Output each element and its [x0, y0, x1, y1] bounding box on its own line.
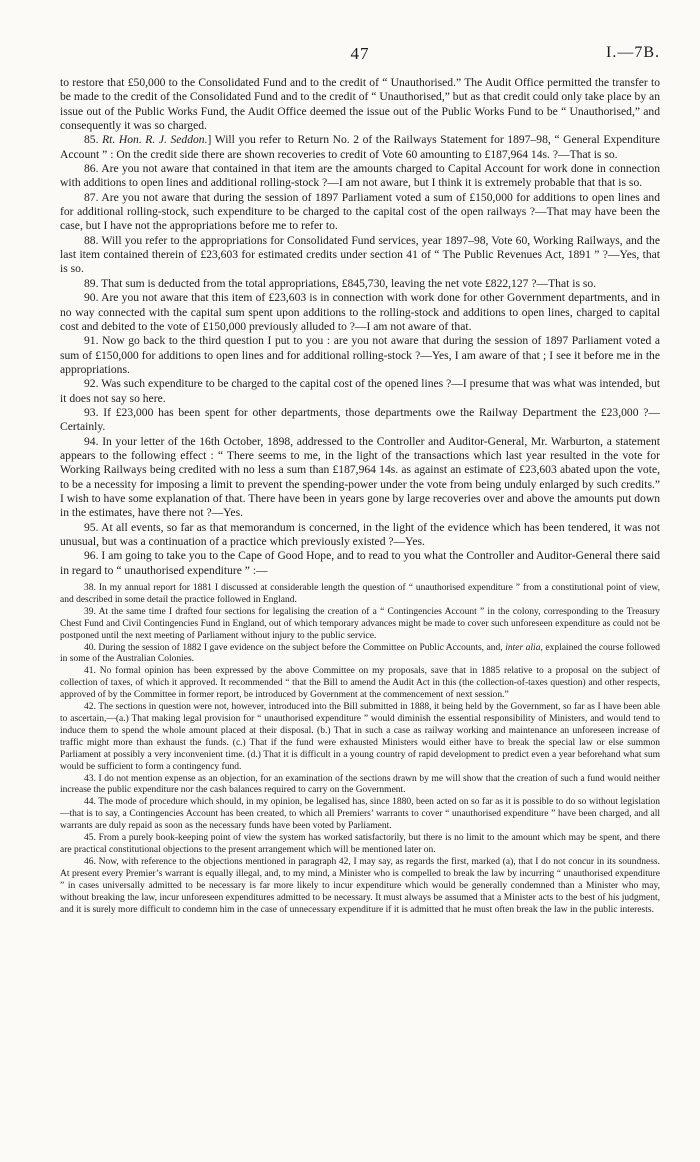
- question-89: 89. That sum is deducted from the total appropriations, £845,730, leaving the net vote £822,127 ?—That is so.: [84, 276, 597, 290]
- report-paragraph-40-text-b: explained the course followed in some of the Australian Colonies.: [60, 642, 661, 665]
- quoted-report: [60, 583, 660, 916]
- report-paragraph-38: 38. In my annual report for 1881 I discussed at considerable length the question of “ unauthorised expenditure ” from a constitutional point of view, and described in some detail the practice followed in England.: [60, 583, 660, 605]
- question-88: 88. Will you refer to the appropriations for Consolidated Fund services, year 1897–98, Vote 60, Working Railways, and the last item contained therein of £23,603 for estimated credits under section 41 of “ The Public Revenues Act, 1891 ” ?—Yes, that is so.: [60, 233, 660, 276]
- report-paragraph-42: 42. The sections in question were not, however, introduced into the Bill submitted in 1888, it being held by the Government, so far as I have been able to ascertain,—(a.) That making legal provision for “ unauthorised expenditure ” would diminish the essential responsibility of Ministers, and would tend to induce them to spend the whole amount placed at their disposal. (b.) That in such a case as railway working and maintenance an unforeseen increase of traffic might more than exhaust the funds. (c.) That if the fund were exhausted Ministers would either have to break the special law or else summon Parliament at possibly a very inconvenient time. (d.) That it is difficult in a young country of rapid development to predict even a year beforehand what sum would be sufficient to form a contingency fund.: [60, 702, 660, 772]
- report-paragraph-46: 46. Now, with reference to the objections mentioned in paragraph 42, I may say, as regards the first, marked (a), that I do not concur in its soundness. At present every Premier’s warrant is equally illegal, and, to my mind, a Minister who is compelled to break the law by incurring “ unauthorised expenditure ” in cases universally admitted to be necessary is far more likely to incur expenditure which would be generally condemned than a Minister who may, without breaking the law, incur unforeseen expenditures admitted to be necessary. It must always be assumed that a Minister acts to the best of his judgment, and it is surely more difficult to condemn him in the case of unnecessary expenditure if it is admitted that he must often break the law in the public interests.: [60, 856, 660, 915]
- page-header: [60, 44, 660, 66]
- report-paragraph-45: 45. From a purely book-keeping point of view the system has worked satisfactorily, but there is no limit to the amount which may be spent, and there are practical constitutional objections to the present arrangement which will be mentioned later on.: [60, 833, 660, 855]
- question-85: [60, 133, 660, 162]
- page-body: [60, 76, 660, 916]
- question-92: 92. Was such expenditure to be charged to the capital cost of the opened lines ?—I presume that was what was intended, but it does not say so here.: [60, 377, 660, 405]
- question-90: 90. Are you not aware that this item of £23,603 is in connection with work done for other Government departments, and in no way connected with the capital sum spent upon additions to the rolling-stock and additions to open lines, charged to capital cost and debited to the vote of £150,000 previously alluded to ?—I am not aware of that.: [60, 291, 660, 333]
- question-91: 91. Now go back to the third question I put to you : are you not aware that during the session of 1897 Parliament voted a sum of £150,000 for additions to open lines and for additional rolling-stock ?—Yes, I am aware of that ; I see it before me in the appropriations.: [60, 334, 660, 376]
- question-94: 94. In your letter of the 16th October, 1898, addressed to the Controller and Auditor-General, Mr. Warburton, a statement appears to the following effect : “ There seems to me, in the light of the transactions which last year resulted in the vote for Working Railways being credited with no less a sum than £187,964 14s. as against an estimate of £23,603 abated upon the vote, to be a necessity for imposing a limit to prevent the spending-power under the vote from being unduly enlarged by such credits.” I wish to have some explanation of that. There have been in years gone by large recoveries over and above the amounts put down in the estimates, have there not ?—Yes.: [60, 434, 660, 520]
- question-87: 87. Are you not aware that during the session of 1897 Parliament voted a sum of £150,000 for additions to open lines and for additional rolling-stock, such expenditure to be charged to the capital cost of the open railways ?—That may have been the case, but I have not the appropriations before me to refer to.: [60, 190, 660, 233]
- report-paragraph-40: [60, 643, 660, 667]
- question-86: 86. Are you not aware that contained in that item are the amounts charged to Capital Account for work done in connection with additions to open lines and additional rolling-stock ?—I am not aware, but I think it is extremely probable that that is so.: [60, 162, 660, 190]
- question-96: 96. I am going to take you to the Cape of Good Hope, and to read to you what the Controller and Auditor-General there said in regard to “ unauthorised expenditure ” :—: [60, 549, 660, 577]
- page-number: 47: [350, 44, 370, 63]
- evidence-paragraph-continued: to restore that £50,000 to the Consolidated Fund and to the credit of “ Unauthorised.” The Audit Office permitted the transfer to be made to the credit of the Consolidated Fund and to the credit of “ Unauthorised,” but as that credit could only take place by an issue out of the Public Works Fund, the Audit Office deemed the issue out of the Public Works Fund to be “ Unauthorised,” and consequently it was so charged.: [60, 76, 660, 133]
- question-95: 95. At all events, so far as that memorandum is concerned, in the light of the evidence which has been tendered, it was not unusual, but was a continuation of a practice which previously existed ?—Yes.: [60, 520, 660, 548]
- document-reference: I.—7B.: [606, 44, 660, 61]
- question-93: 93. If £23,000 has been spent for other departments, those departments owe the Railway Department the £23,000 ?—Certainly.: [60, 405, 660, 434]
- report-paragraph-44: 44. The mode of procedure which should, in my opinion, be legalised has, since 1880, been acted on so far as it is possible to do so without legislation—that is to say, a Contingencies Account has been created, to which all Premiers’ warrants to cover “ unauthorised expenditure ” have been charged, and all warrants are duly repaid as soon as the necessary funds have been voted by Parliament.: [60, 797, 660, 832]
- report-paragraph-40-italic: inter alia,: [505, 642, 543, 653]
- question-85-speaker: Rt. Hon. R. J. Seddon.: [102, 133, 208, 147]
- evidence-section: [60, 76, 660, 578]
- report-paragraph-41: 41. No formal opinion has been expressed by the above Committee on my proposals, save that in 1885 relative to a proposal on the subject of collection of taxes, of which it approved. It recommended “ that the Bill to amend the Audit Act in this (the collection-of-taxes question) and other respects, approved of by the Committee in former report, be introduced by Government at the commencement of next session.”: [60, 666, 660, 701]
- report-paragraph-39: 39. At the same time I drafted four sections for legalising the creation of a “ Contingencies Account ” in the colony, corresponding to the Treasury Chest Fund and Civil Contingencies Fund in England, out of which temporary advances might be made to cover such unforeseen expenditure as could not be postponed until the next meeting of Parliament without injury to the public service.: [60, 606, 660, 641]
- question-85-number: 85.: [84, 133, 99, 147]
- report-paragraph-40-text-a: 40. During the session of 1882 I gave evidence on the subject before the Committee on Public Accounts, and,: [84, 642, 503, 653]
- question-85-text: ] Will you refer to Return No. 2 of the Railways Statement for 1897–98, “ General Expenditure Account ” : On the credit side there are shown recoveries to credit of Vote 60 amounting to £187,964 14s. ?—That is so.: [60, 133, 660, 161]
- report-paragraph-43: 43. I do not mention expense as an objection, for an examination of the sections drawn by me will show that the creation of such a fund would neither increase the public expenditure nor the cash balances required to carry on the Government.: [60, 773, 660, 796]
